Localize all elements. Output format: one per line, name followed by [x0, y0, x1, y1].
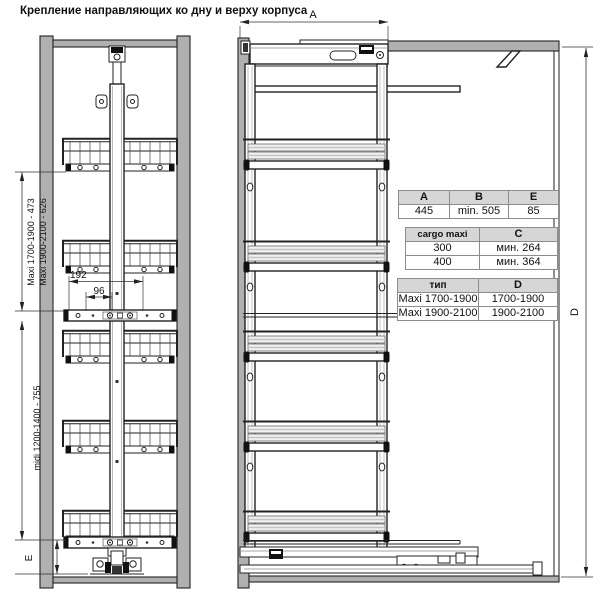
dim-label-d: D: [569, 308, 581, 316]
value-cell: мин. 364: [480, 256, 558, 270]
side-rail-bracket: [497, 51, 520, 67]
header-cell: тип: [398, 279, 479, 293]
value-cell: 445: [399, 205, 450, 219]
front-bottom-slide: [90, 548, 144, 574]
side-top-frame-bar: [250, 86, 460, 92]
table-header-row: [406, 228, 558, 242]
header-cell: D: [479, 279, 558, 293]
value-cell: 1900-2100: [479, 307, 558, 321]
header-cell: B: [450, 191, 509, 205]
table-cargo-maxi: [405, 227, 558, 270]
header-cell: cargo maxi: [406, 228, 480, 242]
table-row: [398, 307, 558, 321]
dim-label-e: E: [24, 554, 35, 562]
dim-label-maxi-1700: Maxi 1700-1900 - 473: [26, 198, 36, 286]
table-dimensions: [398, 190, 559, 219]
table-row: [399, 205, 559, 219]
dim-label-a: A: [309, 9, 317, 21]
front-left-panel: [40, 36, 53, 588]
side-top-rail: [386, 41, 559, 51]
front-center-pole: [96, 46, 138, 555]
front-right-panel: [177, 36, 190, 588]
header-cell: C: [480, 228, 558, 242]
dim-label-midi: midi 1200-1400 - 755: [32, 385, 42, 471]
value-cell: Maxi 1900-2100: [398, 307, 478, 319]
table-row: [406, 242, 558, 256]
value-cell: Maxi 1700-1900: [398, 293, 478, 305]
header-cell: A: [399, 191, 450, 205]
side-post-right: [377, 64, 387, 548]
table-row: [406, 256, 558, 270]
value-cell: 85: [509, 205, 559, 219]
side-bottom-panel: [249, 576, 559, 582]
side-post-left: [245, 64, 255, 548]
value-cell: 400: [406, 256, 480, 270]
value-cell: min. 505: [450, 205, 509, 219]
table-header-row: [399, 191, 559, 205]
table-row: [398, 293, 558, 307]
dim-label-maxi-1900: Maxi 1900-2100 - 626: [38, 198, 48, 286]
front-view-drawing: [40, 36, 190, 588]
table-type: [397, 278, 558, 321]
value-cell: 300: [406, 242, 480, 256]
table-header-row: [398, 279, 558, 293]
page-title: Крепление направляющих ко дну и верху корпуса: [20, 5, 308, 17]
dim-label-192: 192: [70, 270, 87, 281]
side-bottom-slide: [240, 547, 542, 575]
header-cell: E: [509, 191, 559, 205]
value-cell: мин. 264: [480, 242, 558, 256]
value-cell: 1700-1900: [479, 293, 558, 307]
front-bottom-panel: [53, 577, 177, 583]
dim-label-96: 96: [93, 286, 105, 297]
side-top-carriage: [241, 40, 388, 66]
